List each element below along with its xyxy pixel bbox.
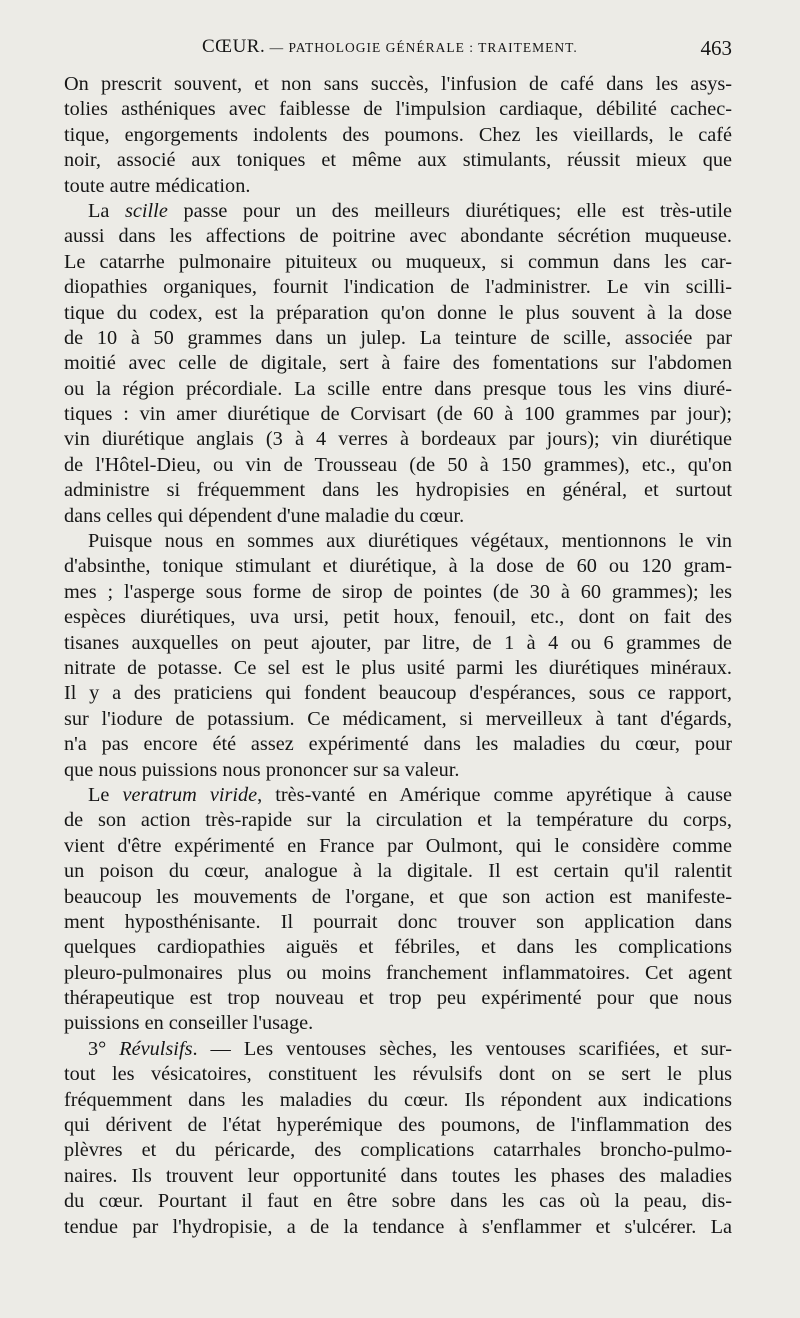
body-text [64, 72, 732, 1240]
text-line: naires. Ils trouvent leur opportunité dans toutes les phases des maladies [64, 1164, 732, 1187]
text-line: pleuro-pulmonaires plus ou moins franchement inflammatoires. Cet agent [64, 961, 732, 984]
text-line: nitrate de potasse. Ce sel est le plus usité parmi les diurétiques minéraux. [64, 656, 732, 679]
italic-term: Révulsifs [119, 1037, 193, 1060]
paragraph [64, 529, 732, 783]
text-line: de l'Hôtel-Dieu, ou vin de Trousseau (de 50 à 150 grammes), etc., qu'on [64, 453, 732, 476]
text-line: mes ; l'asperge sous forme de sirop de pointes (de 30 à 60 grammes); les [64, 580, 732, 603]
paragraph [64, 72, 732, 199]
text-line: La scille passe pour un des meilleurs diurétiques; elle est très-utile [88, 199, 732, 222]
text-line: que nous puissions nous prononcer sur sa valeur. [64, 758, 460, 781]
italic-term: veratrum viride [122, 783, 258, 806]
text-line: fréquemment dans les maladies du cœur. Ils répondent aux indications [64, 1088, 732, 1111]
text-line: administre si fréquemment dans les hydropisies en général, et surtout [64, 479, 732, 502]
text-line: ou la région précordiale. La scille entre dans presque tous les vins diuré- [64, 377, 732, 400]
text-line: moitié avec celle de digitale, sert à faire des fomentations sur l'abdomen [64, 352, 732, 375]
text-line: noir, associé aux toniques et même aux stimulants, réussit mieux que [64, 149, 732, 172]
text-line: plèvres et du péricarde, des complications catarrhales broncho-pulmo- [64, 1139, 732, 1162]
text-line: de son action très-rapide sur la circulation et la température du corps, [64, 809, 732, 832]
text-line: qui dérivent de l'état hyperémique des poumons, de l'inflammation des [64, 1114, 732, 1137]
text-line: tisanes auxquelles on peut ajouter, par litre, de 1 à 4 ou 6 grammes de [64, 631, 732, 654]
text-line: espèces diurétiques, uva ursi, petit houx, fenouil, etc., dont on fait des [64, 606, 732, 629]
text-line: ment hyposthénisante. Il pourrait donc trouver son application dans [64, 910, 732, 933]
text-line: vin diurétique anglais (3 à 4 verres à bordeaux par jours); vin diurétique [64, 428, 732, 451]
text-line: dans celles qui dépendent d'une maladie du cœur. [64, 504, 465, 527]
text-line: vient d'être expérimenté en France par Oulmont, qui le considère comme [64, 834, 732, 857]
text-line: tendue par l'hydropisie, a de la tendance à s'enflammer et s'ulcérer. La [64, 1215, 732, 1238]
text-line: puissions en conseiller l'usage. [64, 1012, 314, 1035]
text-line: sur l'iodure de potassium. Ce médicament, si merveilleux à tant d'égards, [64, 707, 732, 730]
running-head-title: CŒUR. — PATHOLOGIE GÉNÉRALE : TRAITEMENT. [202, 36, 578, 57]
paragraph [64, 199, 732, 529]
running-head [64, 36, 732, 66]
text-line: Le catarrhe pulmonaire pituiteux ou muqueux, si commun dans les car- [64, 250, 732, 273]
text-line: toute autre médication. [64, 174, 251, 197]
text-line: Il y a des praticiens qui fondent beaucoup d'espérances, sous ce rapport, [64, 682, 732, 705]
text-line: tiques : vin amer diurétique de Corvisart (de 60 à 100 grammes par jour); [64, 403, 732, 426]
text-line: Le veratrum viride, très-vanté en Amérique comme apyrétique à cause [88, 783, 733, 806]
text-line: de 10 à 50 grammes dans un julep. La teinture de scille, associée par [64, 326, 732, 349]
text-line: diopathies organiques, fournit l'indication de l'administrer. Le vin scilli- [64, 276, 732, 299]
text-line: Puisque nous en sommes aux diurétiques végétaux, mentionnons le vin [88, 530, 732, 553]
text-line: quelques cardiopathies aiguës et fébriles, et dans les complications [64, 936, 732, 959]
text-line: tout les vésicatoires, constituent les révulsifs dont on se sert le plus [64, 1063, 732, 1086]
text-line: n'a pas encore été assez expérimenté dans les maladies du cœur, pour [64, 733, 732, 756]
paragraph [64, 1037, 732, 1240]
text-line: tique du codex, est la préparation qu'on donne le plus souvent à la dose [64, 301, 732, 324]
text-line: un poison du cœur, analogue à la digitale. Il est certain qu'il ralentit [64, 860, 732, 883]
text-line: beaucoup les mouvements de l'organe, et que son action est manifeste- [64, 885, 732, 908]
text-line: On prescrit souvent, et non sans succès, l'infusion de café dans les asys- [64, 73, 732, 95]
paragraph [64, 783, 732, 1037]
page-number: 463 [700, 36, 732, 60]
text-line: du cœur. Pourtant il faut en être sobre dans les cas où la peau, dis- [64, 1190, 732, 1213]
running-head-subtitle: — PATHOLOGIE GÉNÉRALE : TRAITEMENT. [265, 40, 578, 55]
text-line: thérapeutique est trop nouveau et trop peu expérimenté pour que nous [64, 987, 732, 1010]
text-line: 3° Révulsifs. — Les ventouses sèches, les ventouses scarifiées, et sur- [88, 1037, 732, 1060]
italic-term: scille [125, 199, 168, 222]
text-line: tolies asthéniques avec faiblesse de l'impulsion cardiaque, débilité cachec- [64, 98, 732, 121]
text-line: d'absinthe, tonique stimulant et diurétique, à la dose de 60 ou 120 gram- [64, 555, 732, 578]
text-line: aussi dans les affections de poitrine avec abondante sécrétion muqueuse. [64, 225, 732, 248]
text-line: tique, engorgements indolents des poumons. Chez les vieillards, le café [64, 123, 732, 146]
